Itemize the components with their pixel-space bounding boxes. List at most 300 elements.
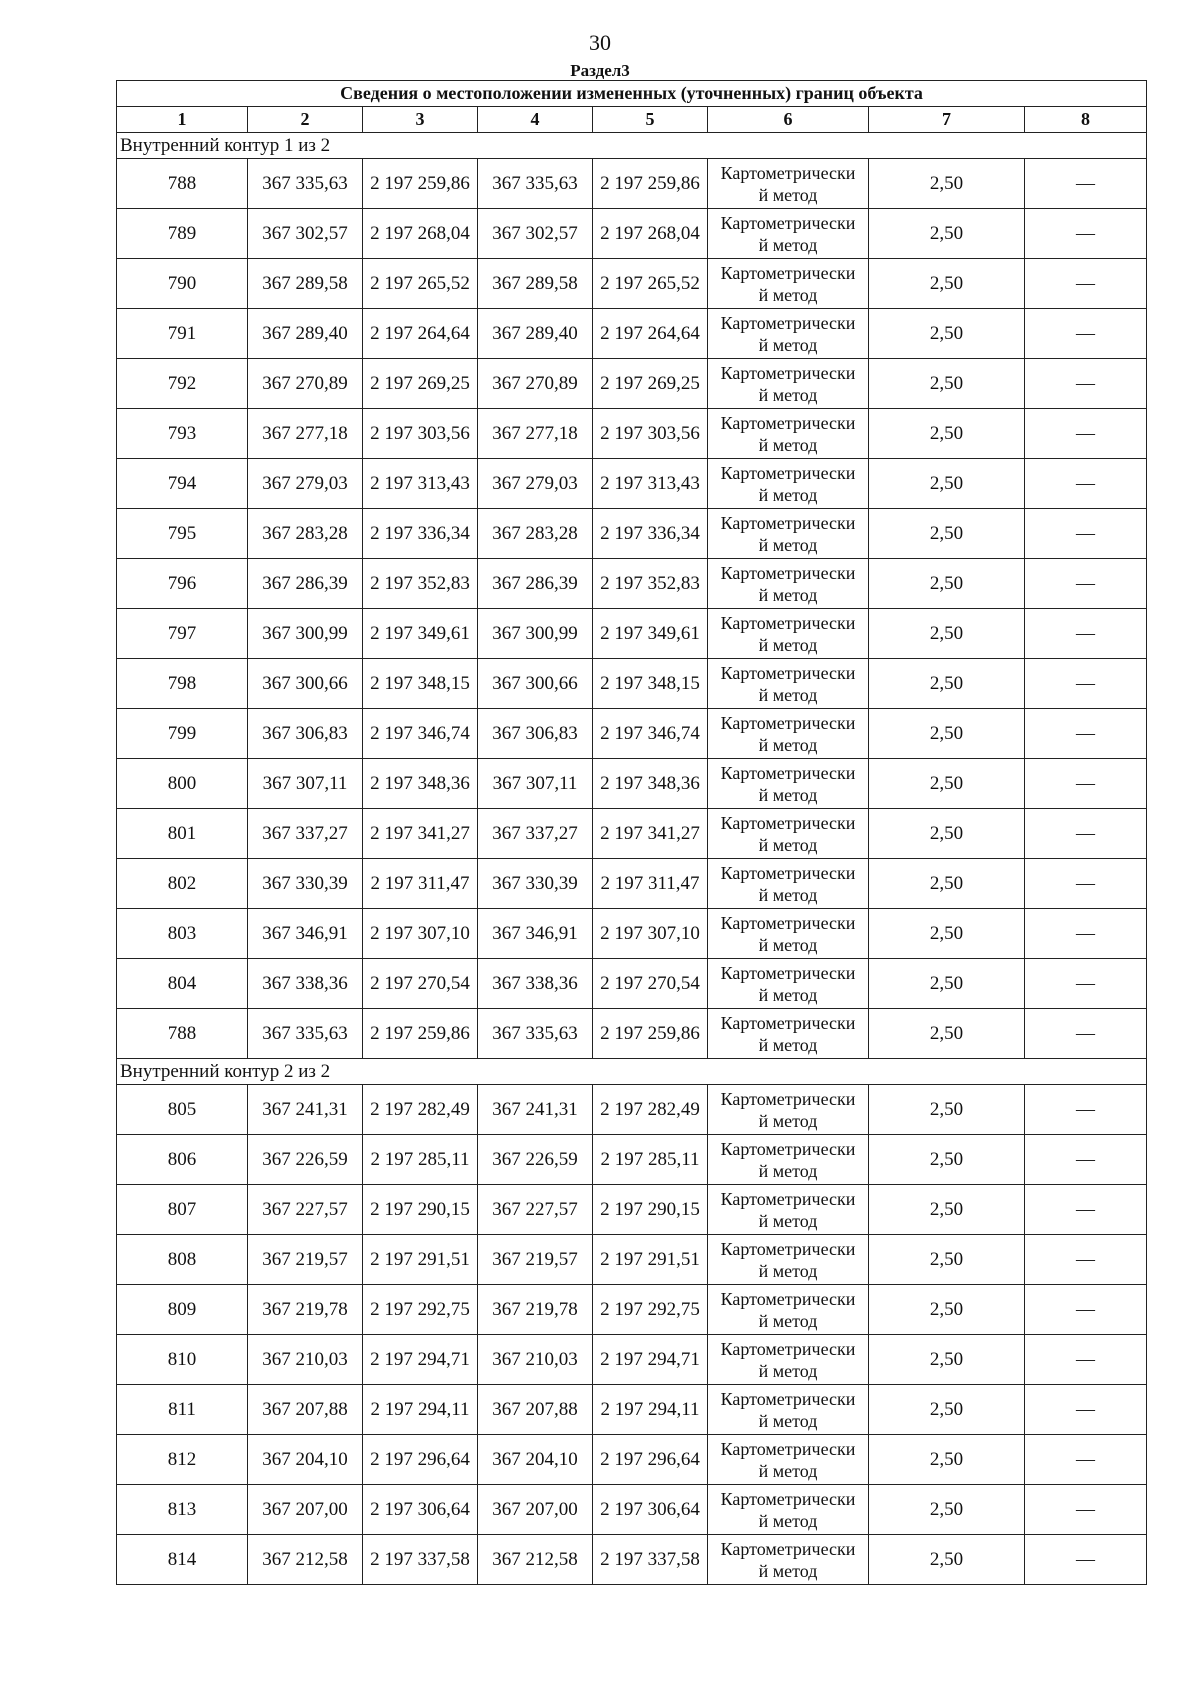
point-number: 792: [117, 359, 248, 409]
y-coordinate-refined: 2 197 303,56: [593, 409, 708, 459]
x-coordinate-refined: 367 289,40: [478, 309, 593, 359]
x-coordinate-existing: 367 346,91: [248, 909, 363, 959]
y-coordinate-existing: 2 197 268,04: [363, 209, 478, 259]
note-dash: —: [1025, 909, 1147, 959]
accuracy-value: 2,50: [869, 659, 1025, 709]
x-coordinate-existing: 367 307,11: [248, 759, 363, 809]
method-cell: [708, 209, 869, 259]
point-number: 811: [117, 1385, 248, 1435]
point-number: 807: [117, 1185, 248, 1235]
x-coordinate-existing: 367 330,39: [248, 859, 363, 909]
point-number: 803: [117, 909, 248, 959]
x-coordinate-existing: 367 207,00: [248, 1485, 363, 1535]
method-line-2: й метод: [758, 984, 818, 1005]
point-number: 814: [117, 1535, 248, 1585]
table-row: [117, 1185, 1147, 1235]
x-coordinate-existing: 367 286,39: [248, 559, 363, 609]
y-coordinate-existing: 2 197 285,11: [363, 1135, 478, 1185]
table-row: [117, 509, 1147, 559]
y-coordinate-refined: 2 197 268,04: [593, 209, 708, 259]
method-line-1: Картометрически: [720, 1012, 856, 1033]
accuracy-value: 2,50: [869, 1235, 1025, 1285]
method-line-2: й метод: [758, 1410, 818, 1431]
x-coordinate-existing: 367 335,63: [248, 1009, 363, 1059]
note-dash: —: [1025, 1009, 1147, 1059]
x-coordinate-refined: 367 210,03: [478, 1335, 593, 1385]
page-number: 30: [589, 30, 611, 55]
y-coordinate-existing: 2 197 282,49: [363, 1085, 478, 1135]
method-line-1: Картометрически: [720, 262, 856, 283]
method-line-1: Картометрически: [720, 1338, 856, 1359]
x-coordinate-refined: 367 219,57: [478, 1235, 593, 1285]
table-row: [117, 459, 1147, 509]
x-coordinate-refined: 367 335,63: [478, 1009, 593, 1059]
x-coordinate-refined: 367 279,03: [478, 459, 593, 509]
method-cell: [708, 859, 869, 909]
method-line-1: Картометрически: [720, 1188, 856, 1209]
y-coordinate-refined: 2 197 264,64: [593, 309, 708, 359]
x-coordinate-refined: 367 277,18: [478, 409, 593, 459]
x-coordinate-refined: 367 270,89: [478, 359, 593, 409]
accuracy-value: 2,50: [869, 209, 1025, 259]
table-row: [117, 809, 1147, 859]
method-cell: [708, 309, 869, 359]
column-number-row: [117, 107, 1147, 133]
method-line-2: й метод: [758, 1460, 818, 1481]
accuracy-value: 2,50: [869, 859, 1025, 909]
point-number: 797: [117, 609, 248, 659]
table-title-row: [117, 81, 1147, 107]
table-row: [117, 159, 1147, 209]
y-coordinate-refined: 2 197 294,71: [593, 1335, 708, 1385]
note-dash: —: [1025, 409, 1147, 459]
method-line-2: й метод: [758, 1110, 818, 1131]
y-coordinate-refined: 2 197 336,34: [593, 509, 708, 559]
table-row: [117, 859, 1147, 909]
method-line-1: Картометрически: [720, 1138, 856, 1159]
method-line-1: Картометрически: [720, 412, 856, 433]
method-line-1: Картометрически: [720, 762, 856, 783]
column-number: 8: [1025, 107, 1147, 133]
y-coordinate-refined: 2 197 282,49: [593, 1085, 708, 1135]
table-row: [117, 1085, 1147, 1135]
accuracy-value: 2,50: [869, 1085, 1025, 1135]
point-number: 791: [117, 309, 248, 359]
column-number: 5: [593, 107, 708, 133]
y-coordinate-existing: 2 197 294,11: [363, 1385, 478, 1435]
table-row: [117, 1335, 1147, 1385]
note-dash: —: [1025, 1385, 1147, 1435]
accuracy-value: 2,50: [869, 359, 1025, 409]
contour-header-row: [117, 133, 1147, 159]
note-dash: —: [1025, 259, 1147, 309]
note-dash: —: [1025, 959, 1147, 1009]
point-number: 788: [117, 159, 248, 209]
column-number: 2: [248, 107, 363, 133]
point-number: 798: [117, 659, 248, 709]
x-coordinate-refined: 367 330,39: [478, 859, 593, 909]
x-coordinate-existing: 367 210,03: [248, 1335, 363, 1385]
note-dash: —: [1025, 1185, 1147, 1235]
x-coordinate-existing: 367 204,10: [248, 1435, 363, 1485]
note-dash: —: [1025, 809, 1147, 859]
note-dash: —: [1025, 709, 1147, 759]
point-number: 804: [117, 959, 248, 1009]
y-coordinate-existing: 2 197 313,43: [363, 459, 478, 509]
x-coordinate-refined: 367 227,57: [478, 1185, 593, 1235]
note-dash: —: [1025, 1435, 1147, 1485]
y-coordinate-existing: 2 197 270,54: [363, 959, 478, 1009]
note-dash: —: [1025, 609, 1147, 659]
y-coordinate-refined: 2 197 313,43: [593, 459, 708, 509]
method-line-1: Картометрически: [720, 1388, 856, 1409]
x-coordinate-refined: 367 300,99: [478, 609, 593, 659]
accuracy-value: 2,50: [869, 509, 1025, 559]
method-line-2: й метод: [758, 234, 818, 255]
y-coordinate-refined: 2 197 292,75: [593, 1285, 708, 1335]
method-cell: [708, 1385, 869, 1435]
column-number: 7: [869, 107, 1025, 133]
accuracy-value: 2,50: [869, 1285, 1025, 1335]
y-coordinate-existing: 2 197 264,64: [363, 309, 478, 359]
accuracy-value: 2,50: [869, 759, 1025, 809]
accuracy-value: 2,50: [869, 159, 1025, 209]
x-coordinate-existing: 367 227,57: [248, 1185, 363, 1235]
y-coordinate-existing: 2 197 311,47: [363, 859, 478, 909]
method-cell: [708, 1485, 869, 1535]
x-coordinate-refined: 367 289,58: [478, 259, 593, 309]
method-line-2: й метод: [758, 684, 818, 705]
method-line-1: Картометрически: [720, 612, 856, 633]
table-row: [117, 659, 1147, 709]
y-coordinate-refined: 2 197 307,10: [593, 909, 708, 959]
accuracy-value: 2,50: [869, 809, 1025, 859]
x-coordinate-refined: 367 335,63: [478, 159, 593, 209]
note-dash: —: [1025, 1135, 1147, 1185]
point-number: 800: [117, 759, 248, 809]
method-cell: [708, 959, 869, 1009]
x-coordinate-refined: 367 300,66: [478, 659, 593, 709]
table-row: [117, 409, 1147, 459]
point-number: 806: [117, 1135, 248, 1185]
y-coordinate-refined: 2 197 341,27: [593, 809, 708, 859]
x-coordinate-refined: 367 219,78: [478, 1285, 593, 1335]
point-number: 808: [117, 1235, 248, 1285]
x-coordinate-existing: 367 226,59: [248, 1135, 363, 1185]
method-line-2: й метод: [758, 784, 818, 805]
accuracy-value: 2,50: [869, 1385, 1025, 1435]
column-number: 3: [363, 107, 478, 133]
accuracy-value: 2,50: [869, 909, 1025, 959]
y-coordinate-refined: 2 197 352,83: [593, 559, 708, 609]
x-coordinate-refined: 367 207,00: [478, 1485, 593, 1535]
point-number: 805: [117, 1085, 248, 1135]
table-row: [117, 759, 1147, 809]
y-coordinate-refined: 2 197 270,54: [593, 959, 708, 1009]
note-dash: —: [1025, 509, 1147, 559]
note-dash: —: [1025, 209, 1147, 259]
accuracy-value: 2,50: [869, 1185, 1025, 1235]
table-row: [117, 209, 1147, 259]
y-coordinate-refined: 2 197 259,86: [593, 159, 708, 209]
method-line-2: й метод: [758, 934, 818, 955]
table-row: [117, 359, 1147, 409]
point-number: 789: [117, 209, 248, 259]
y-coordinate-existing: 2 197 341,27: [363, 809, 478, 859]
note-dash: —: [1025, 759, 1147, 809]
y-coordinate-existing: 2 197 307,10: [363, 909, 478, 959]
accuracy-value: 2,50: [869, 409, 1025, 459]
y-coordinate-existing: 2 197 348,36: [363, 759, 478, 809]
y-coordinate-refined: 2 197 346,74: [593, 709, 708, 759]
y-coordinate-refined: 2 197 259,86: [593, 1009, 708, 1059]
contour-label: Внутренний контур 1 из 2: [117, 133, 1147, 159]
note-dash: —: [1025, 1285, 1147, 1335]
point-number: 790: [117, 259, 248, 309]
method-line-2: й метод: [758, 184, 818, 205]
method-line-2: й метод: [758, 1260, 818, 1281]
accuracy-value: 2,50: [869, 1435, 1025, 1485]
x-coordinate-refined: 367 306,83: [478, 709, 593, 759]
method-cell: [708, 1335, 869, 1385]
x-coordinate-refined: 367 302,57: [478, 209, 593, 259]
method-line-1: Картометрически: [720, 962, 856, 983]
method-line-1: Картометрически: [720, 212, 856, 233]
x-coordinate-existing: 367 241,31: [248, 1085, 363, 1135]
method-line-2: й метод: [758, 734, 818, 755]
y-coordinate-refined: 2 197 306,64: [593, 1485, 708, 1535]
table-row: [117, 1435, 1147, 1485]
x-coordinate-refined: 367 212,58: [478, 1535, 593, 1585]
point-number: 795: [117, 509, 248, 559]
point-number: 801: [117, 809, 248, 859]
x-coordinate-refined: 367 346,91: [478, 909, 593, 959]
point-number: 794: [117, 459, 248, 509]
table-row: [117, 1009, 1147, 1059]
contour-label: Внутренний контур 2 из 2: [117, 1059, 1147, 1085]
note-dash: —: [1025, 159, 1147, 209]
method-line-2: й метод: [758, 634, 818, 655]
method-line-1: Картометрически: [720, 462, 856, 483]
x-coordinate-existing: 367 212,58: [248, 1535, 363, 1585]
point-number: 813: [117, 1485, 248, 1535]
method-cell: [708, 1235, 869, 1285]
x-coordinate-existing: 367 219,57: [248, 1235, 363, 1285]
table-row: [117, 959, 1147, 1009]
table-row: [117, 259, 1147, 309]
method-cell: [708, 1285, 869, 1335]
y-coordinate-existing: 2 197 296,64: [363, 1435, 478, 1485]
method-cell: [708, 809, 869, 859]
y-coordinate-refined: 2 197 349,61: [593, 609, 708, 659]
x-coordinate-refined: 367 241,31: [478, 1085, 593, 1135]
column-number: 1: [117, 107, 248, 133]
x-coordinate-existing: 367 283,28: [248, 509, 363, 559]
method-line-1: Картометрически: [720, 1538, 856, 1559]
y-coordinate-existing: 2 197 269,25: [363, 359, 478, 409]
x-coordinate-refined: 367 337,27: [478, 809, 593, 859]
note-dash: —: [1025, 559, 1147, 609]
method-cell: [708, 1535, 869, 1585]
method-cell: [708, 459, 869, 509]
x-coordinate-existing: 367 270,89: [248, 359, 363, 409]
note-dash: —: [1025, 309, 1147, 359]
method-cell: [708, 909, 869, 959]
y-coordinate-existing: 2 197 291,51: [363, 1235, 478, 1285]
method-line-1: Картометрически: [720, 162, 856, 183]
method-line-2: й метод: [758, 1510, 818, 1531]
point-number: 809: [117, 1285, 248, 1335]
y-coordinate-existing: 2 197 292,75: [363, 1285, 478, 1335]
x-coordinate-existing: 367 337,27: [248, 809, 363, 859]
x-coordinate-existing: 367 219,78: [248, 1285, 363, 1335]
method-line-2: й метод: [758, 1360, 818, 1381]
y-coordinate-refined: 2 197 348,36: [593, 759, 708, 809]
method-cell: [708, 759, 869, 809]
y-coordinate-refined: 2 197 269,25: [593, 359, 708, 409]
y-coordinate-refined: 2 197 290,15: [593, 1185, 708, 1235]
table-row: [117, 1135, 1147, 1185]
method-line-2: й метод: [758, 584, 818, 605]
x-coordinate-refined: 367 286,39: [478, 559, 593, 609]
x-coordinate-existing: 367 306,83: [248, 709, 363, 759]
accuracy-value: 2,50: [869, 1535, 1025, 1585]
accuracy-value: 2,50: [869, 459, 1025, 509]
table-row: [117, 559, 1147, 609]
contour-header-row: [117, 1059, 1147, 1085]
y-coordinate-existing: 2 197 259,86: [363, 159, 478, 209]
y-coordinate-refined: 2 197 311,47: [593, 859, 708, 909]
method-line-1: Картометрически: [720, 312, 856, 333]
method-line-2: й метод: [758, 334, 818, 355]
table-row: [117, 1485, 1147, 1535]
method-cell: [708, 1185, 869, 1235]
y-coordinate-existing: 2 197 349,61: [363, 609, 478, 659]
section-title: Раздел3: [570, 61, 630, 80]
x-coordinate-refined: 367 226,59: [478, 1135, 593, 1185]
table-row: [117, 1535, 1147, 1585]
method-cell: [708, 359, 869, 409]
method-line-1: Картометрически: [720, 512, 856, 533]
x-coordinate-existing: 367 300,66: [248, 659, 363, 709]
method-cell: [708, 259, 869, 309]
method-line-2: й метод: [758, 484, 818, 505]
x-coordinate-existing: 367 289,58: [248, 259, 363, 309]
method-cell: [708, 709, 869, 759]
x-coordinate-refined: 367 207,88: [478, 1385, 593, 1435]
x-coordinate-refined: 367 307,11: [478, 759, 593, 809]
accuracy-value: 2,50: [869, 959, 1025, 1009]
method-line-1: Картометрически: [720, 862, 856, 883]
note-dash: —: [1025, 1335, 1147, 1385]
method-line-2: й метод: [758, 384, 818, 405]
method-cell: [708, 1085, 869, 1135]
method-cell: [708, 509, 869, 559]
note-dash: —: [1025, 859, 1147, 909]
y-coordinate-existing: 2 197 346,74: [363, 709, 478, 759]
method-cell: [708, 659, 869, 709]
table-title: Сведения о местоположении измененных (уточненных) границ объекта: [117, 81, 1147, 107]
note-dash: —: [1025, 459, 1147, 509]
method-cell: [708, 159, 869, 209]
method-cell: [708, 559, 869, 609]
method-line-2: й метод: [758, 1160, 818, 1181]
x-coordinate-refined: 367 204,10: [478, 1435, 593, 1485]
note-dash: —: [1025, 359, 1147, 409]
y-coordinate-existing: 2 197 306,64: [363, 1485, 478, 1535]
table-row: [117, 1385, 1147, 1435]
note-dash: —: [1025, 1085, 1147, 1135]
method-line-1: Картометрически: [720, 562, 856, 583]
method-line-1: Картометрически: [720, 912, 856, 933]
method-line-1: Картометрически: [720, 662, 856, 683]
method-cell: [708, 1009, 869, 1059]
y-coordinate-existing: 2 197 336,34: [363, 509, 478, 559]
x-coordinate-refined: 367 338,36: [478, 959, 593, 1009]
method-line-1: Картометрически: [720, 1288, 856, 1309]
method-line-2: й метод: [758, 1210, 818, 1231]
method-line-2: й метод: [758, 534, 818, 555]
y-coordinate-refined: 2 197 265,52: [593, 259, 708, 309]
y-coordinate-refined: 2 197 291,51: [593, 1235, 708, 1285]
accuracy-value: 2,50: [869, 1009, 1025, 1059]
method-line-2: й метод: [758, 834, 818, 855]
accuracy-value: 2,50: [869, 259, 1025, 309]
y-coordinate-existing: 2 197 303,56: [363, 409, 478, 459]
y-coordinate-existing: 2 197 352,83: [363, 559, 478, 609]
table-row: [117, 909, 1147, 959]
y-coordinate-existing: 2 197 348,15: [363, 659, 478, 709]
y-coordinate-refined: 2 197 337,58: [593, 1535, 708, 1585]
method-cell: [708, 609, 869, 659]
method-line-2: й метод: [758, 434, 818, 455]
point-number: 802: [117, 859, 248, 909]
y-coordinate-existing: 2 197 290,15: [363, 1185, 478, 1235]
y-coordinate-refined: 2 197 296,64: [593, 1435, 708, 1485]
y-coordinate-existing: 2 197 265,52: [363, 259, 478, 309]
method-cell: [708, 409, 869, 459]
x-coordinate-existing: 367 300,99: [248, 609, 363, 659]
x-coordinate-existing: 367 302,57: [248, 209, 363, 259]
method-line-1: Картометрически: [720, 812, 856, 833]
method-line-2: й метод: [758, 284, 818, 305]
accuracy-value: 2,50: [869, 1135, 1025, 1185]
column-number: 6: [708, 107, 869, 133]
x-coordinate-existing: 367 338,36: [248, 959, 363, 1009]
point-number: 799: [117, 709, 248, 759]
x-coordinate-existing: 367 207,88: [248, 1385, 363, 1435]
accuracy-value: 2,50: [869, 1485, 1025, 1535]
x-coordinate-refined: 367 283,28: [478, 509, 593, 559]
column-number: 4: [478, 107, 593, 133]
table-row: [117, 1235, 1147, 1285]
point-number: 812: [117, 1435, 248, 1485]
y-coordinate-existing: 2 197 294,71: [363, 1335, 478, 1385]
y-coordinate-existing: 2 197 337,58: [363, 1535, 478, 1585]
method-line-2: й метод: [758, 1034, 818, 1055]
method-line-1: Картометрически: [720, 1438, 856, 1459]
method-line-1: Картометрически: [720, 362, 856, 383]
y-coordinate-existing: 2 197 259,86: [363, 1009, 478, 1059]
accuracy-value: 2,50: [869, 709, 1025, 759]
method-cell: [708, 1435, 869, 1485]
note-dash: —: [1025, 1485, 1147, 1535]
method-line-1: Картометрически: [720, 1488, 856, 1509]
x-coordinate-existing: 367 279,03: [248, 459, 363, 509]
point-number: 788: [117, 1009, 248, 1059]
accuracy-value: 2,50: [869, 309, 1025, 359]
note-dash: —: [1025, 659, 1147, 709]
